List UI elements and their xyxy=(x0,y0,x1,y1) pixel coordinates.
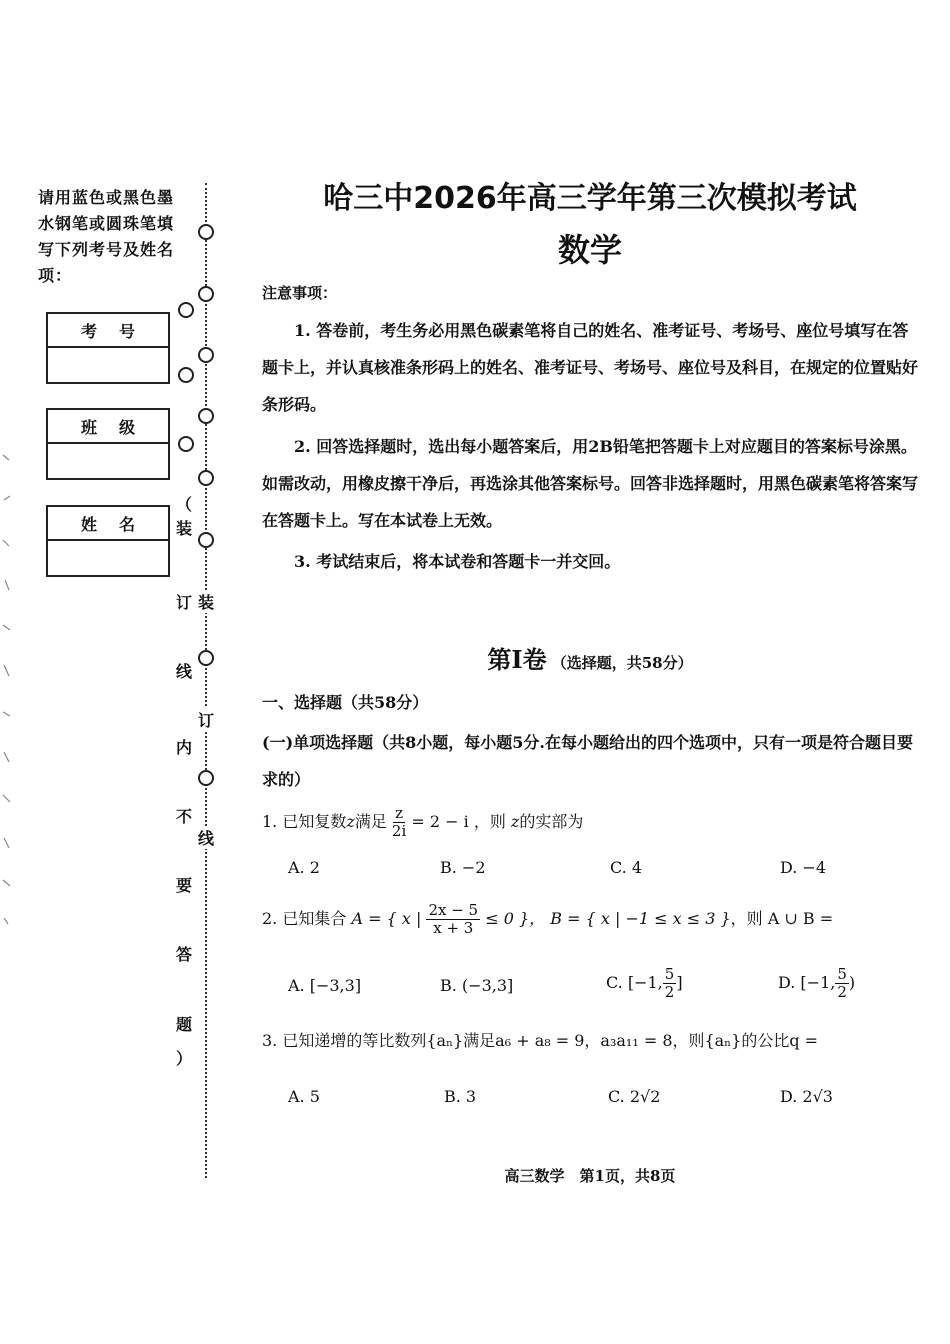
binding-char: 要 xyxy=(176,876,193,895)
binding-char: 答 xyxy=(176,945,193,964)
binding-char: ） xyxy=(176,1049,193,1068)
notice-item: 2. 回答选择题时，选出每小题答案后，用2B铅笔把答题卡上对应题目的答案标号涂黑。如需改动，用橡皮擦干净后，再选涂其他答案标号。回答非选择题时，用黑色碳素笔将答案写在答题卡上。写在本试卷上无效。 xyxy=(262,437,919,530)
subpart-heading: (一)单项选择题（共8小题，每小题5分.在每小题给出的四个选项中，只有一项是符合题目要求的） xyxy=(262,733,913,789)
option-b: B. −2 xyxy=(440,858,486,877)
question-number: 2. xyxy=(262,909,278,928)
binding-char: （ xyxy=(176,495,193,514)
question-number: 3. xyxy=(262,1031,278,1050)
binding-char: 内 xyxy=(176,738,193,757)
option-d: D. −4 xyxy=(780,858,827,877)
exam-title: 哈三中2026年高三学年第三次模拟考试 xyxy=(323,181,857,216)
binding-ring xyxy=(198,286,214,302)
option-c: C. [−1, $\frac{5}{2}$ ] xyxy=(606,965,683,1001)
option-b: B. 3 xyxy=(444,1087,477,1106)
question-3-stem: 3. 已知递增的等比数列{aₙ}满足a₆ + a₈ = 9，a₃a₁₁ = 8，则{aₙ}的公比q = xyxy=(262,1031,819,1050)
name-box xyxy=(46,505,170,577)
name-label: 姓名 xyxy=(48,507,168,541)
binding-ring xyxy=(198,650,214,666)
class-box xyxy=(46,408,170,480)
subject-title: 数学 xyxy=(557,231,622,269)
option-c: C. 4 xyxy=(610,858,643,877)
page-footer: 高三数学 第1页，共8页 xyxy=(504,1167,676,1185)
binding-char: 订 xyxy=(198,708,214,731)
option-a: A. [−3,3] xyxy=(288,976,362,995)
notice-item: 1. 答卷前，考生务必用黑色碳素笔将自己的姓名、准考证号、考场号、座位号填写在答题卡上，并认真核准条形码上的姓名、准考证号、考场号、座位号及科目，在规定的位置贴好条形码。 xyxy=(262,321,919,414)
exam-number-box xyxy=(46,312,170,384)
option-d: D. 2√3 xyxy=(780,1087,833,1106)
binding-char: 题 xyxy=(176,1015,193,1034)
name-field[interactable] xyxy=(48,541,168,575)
question-2-stem: 2. 已知集合 A = { x | $\frac{2x - 5}{x + 3}$ ≤ 0 }， B = { x | −1 ≤ x ≤ 3 }，则 A ∪ B = xyxy=(262,901,834,937)
binding-ring xyxy=(178,367,194,383)
section-header xyxy=(260,640,920,675)
part-heading: 一、选择题（共58分） xyxy=(262,693,429,712)
option-a: A. 5 xyxy=(288,1087,320,1106)
binding-ring xyxy=(178,302,194,318)
option-c: C. 2√2 xyxy=(608,1087,661,1106)
option-b: B. (−3,3] xyxy=(440,976,514,995)
section-subtitle: （选择题，共58分） xyxy=(551,654,693,672)
binding-char: 线 xyxy=(198,826,214,849)
scan-edge-marks xyxy=(0,450,14,930)
option-d: D. [−1, $\frac{5}{2}$ ) xyxy=(778,965,856,1001)
binding-char: 订 xyxy=(176,593,193,612)
binding-char: 装 xyxy=(198,590,214,613)
binding-char: 线 xyxy=(176,662,193,681)
binding-line xyxy=(205,183,207,1178)
binding-ring xyxy=(198,532,214,548)
exam-number-label: 考号 xyxy=(48,314,168,348)
fraction: $\frac{2x - 5}{x + 3}$ xyxy=(428,901,479,937)
binding-ring xyxy=(198,347,214,363)
binding-ring xyxy=(198,224,214,240)
class-field[interactable] xyxy=(48,444,168,478)
class-label: 班级 xyxy=(48,410,168,444)
fraction: $\frac{z}{2i}$ xyxy=(391,804,407,840)
fill-instruction: 请用蓝色或黑色墨水钢笔或圆珠笔填写下列考号及姓名项： xyxy=(38,188,175,285)
binding-ring xyxy=(198,770,214,786)
section-title: 第I卷 xyxy=(487,645,547,674)
binding-ring xyxy=(178,436,194,452)
notice-item: 3. 考试结束后，将本试卷和答题卡一并交回。 xyxy=(294,552,621,571)
option-a: A. 2 xyxy=(288,858,320,877)
exam-number-field[interactable] xyxy=(48,348,168,382)
binding-char: 装 xyxy=(176,519,193,538)
binding-ring xyxy=(198,408,214,424)
question-1-stem: 1. 已知复数z满足 $\frac{z}{2i}$ = 2 − i ，则 z的实部为 xyxy=(262,804,584,840)
binding-char: 不 xyxy=(176,807,193,826)
notice-heading: 注意事项： xyxy=(262,284,338,302)
binding-ring xyxy=(198,470,214,486)
question-number: 1. xyxy=(262,812,278,831)
